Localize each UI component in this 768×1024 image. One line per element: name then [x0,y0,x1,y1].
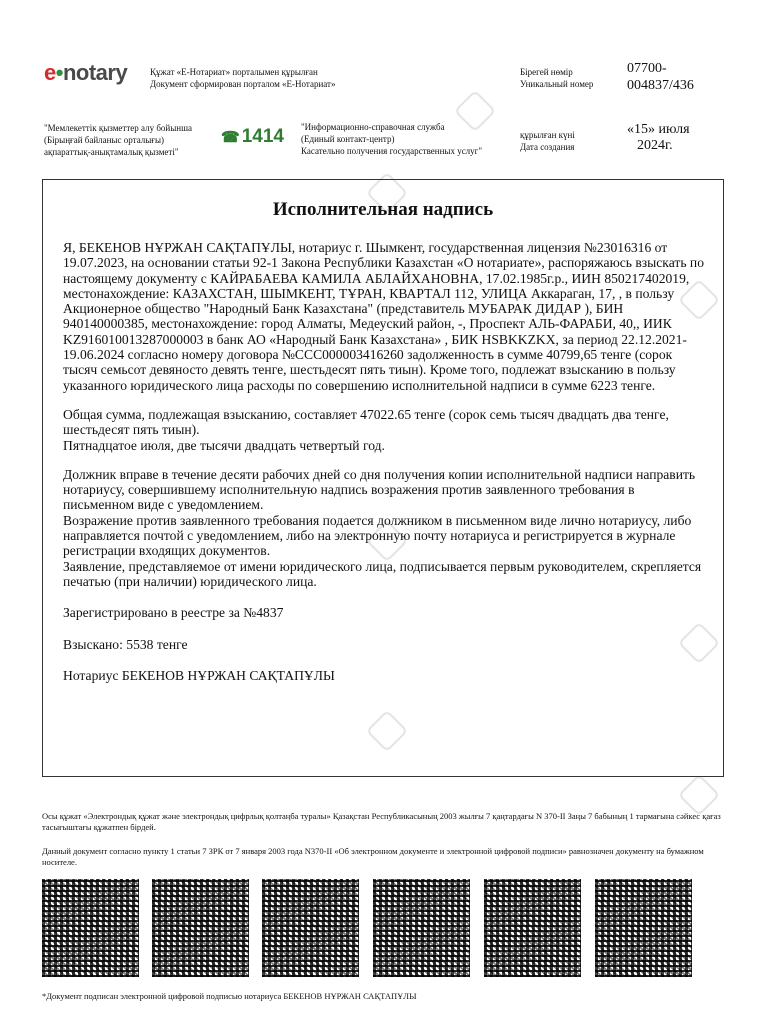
date-label [520,129,620,153]
document-body [63,240,708,683]
service-kz-line2: (Бірыңғай байланыс орталығы) [44,135,165,145]
signature-note: *Документ подписан электронной цифровой подписью нотариуса БЕКЕНОВ НҰРЖАН САҚТАПҰЛЫ [42,991,417,1001]
uid-label [520,66,620,90]
ornament-watermark-icon [678,774,720,816]
paragraph-main: Я, БЕКЕНОВ НҰРЖАН САҚТАПҰЛЫ, нотариус г. Шымкент, государственная лицензия №23016316 от 19.07.2023, на основании статьи 92-1 Закона Республики Казахстан «О нотариате», распоряжаюсь взыскать по настоящему документу с КАЙРАБАЕВА КАМИЛА АБЛАЙХАНОВНА, 17.02.1985г.р., ИИН 850217402019, местонахождение: КАЗАХСТАН, ШЫМКЕНТ, ТҰРАН, КВАРТАЛ 112, УЛИЦА Аккараган, 17, , в пользу Акционерное общество "Народный Банк Казахстана" (представитель МУБАРАК ДИДАР ), БИН 940140000385, местонахождение: город Алматы, Медеуский район, -, Проспект АЛЬ-ФАРАБИ, 40,, ИИК KZ916010013287000003 в банк АО «Народный Банк Казахстана» , БИК HSBKKZKX, за период 22.12.2021-19.06.2024 согласно номеру договора №CCC000003416260 задолженность в сумме 40799,65 тенге (сорок тысяч семьсот девяносто девять тенге, шестьдесят пять тиын). Кроме того, подлежат взысканию в пользу указанного юридического лица расходы по совершению исполнительной надписи в сумме 6223 тенге. [63,240,705,393]
qr-code [484,879,581,977]
qr-code [152,879,249,977]
portal-note-ru: Документ сформирован порталом «Е-Нотариат» [150,79,336,89]
registry-number: Зарегистрировано в реестре за №4837 [63,605,284,621]
paragraph-date-words: Пятнадцатое июля, две тысячи двадцать четвертый год. [63,437,385,453]
service-ru [301,121,521,157]
uid-label-ru: Уникальный номер [520,79,594,89]
creation-date [627,122,717,154]
creation-date-line2: 2024г. [637,138,673,153]
phone-icon: ☎ [221,129,240,146]
qr-code [595,879,692,977]
portal-note [150,66,480,90]
qr-code [373,879,470,977]
legal-note-kz: Осы құжат «Электрондық құжат және электрондық цифрлық қолтаңба туралы» Қазақстан Республикасының 2003 жылғы 7 қаңтардағы N 370-II Заңы 7 бабының 1 тармағына сәйкес қағаз тасығыштағы құжатпен бірдей. [42,811,721,832]
service-ru-line1: "Информационно-справочная служба [301,122,445,132]
service-kz [44,122,214,158]
paragraph-objection-right: Должник вправе в течение десяти рабочих дней со дня получения копии исполнительной надписи направить нотариусу, совершившему исполнительную надпись возражения против заявленного требования в письменном виде с уведомлением. [63,466,696,513]
document-title: Исполнительная надпись [272,199,494,220]
service-kz-line1: "Мемлекеттік қызметтер алу бойынша [44,123,193,133]
date-label-ru: Дата создания [520,142,575,152]
legal-note-ru: Данный документ согласно пункту 1 статьи 7 ЗРК от 7 января 2003 года N370-II «Об электронном документе и электронной цифровой подписи» равнозначен документу на бумажном носителе. [42,846,704,867]
service-ru-line3: Касательно получения государственных услуг" [301,146,483,156]
date-label-kz: құрылған күні [520,130,575,140]
creation-date-line1: «15» июля [627,122,690,137]
phone-number: 1414 [241,126,284,147]
qr-code [262,879,359,977]
qr-code [42,879,139,977]
unique-number-line1: 07700- [627,61,667,76]
unique-number [627,60,694,94]
contact-center-phone [221,126,284,148]
paragraph-total: Общая сумма, подлежащая взысканию, составляет 47022.65 тенге (сорок семь тысяч двадцать два тенге, шестьдесят пять тиын). [63,406,669,438]
portal-note-kz: Құжат «Е-Нотариат» порталымен құрылған [150,67,318,77]
notary-name: Нотариус БЕКЕНОВ НҰРЖАН САҚТАПҰЛЫ [63,667,335,683]
paragraph-objection-method: Возражение против заявленного требования подается должником в письменном виде лично нотариусу, либо направляется почтой с уведомлением, либо на электронную почту нотариуса и регистрируется в журнале регистрации входящих документов. [63,512,692,559]
collected-amount: Взыскано: 5538 тенге [63,636,188,652]
unique-number-line2: 004837/436 [627,78,694,93]
paragraph-legal-entity: Заявление, представляемое от имени юридического лица, подписывается первым руководителем, скрепляется печатью (при наличии) юридического лица. [63,558,702,589]
uid-label-kz: Бірегей нөмір [520,67,573,77]
service-ru-line2: (Единый контакт-центр) [301,134,395,144]
service-kz-line3: ақпараттық-анықтамалық қызметі" [44,147,179,157]
qr-code-row [42,879,722,977]
enotary-logo: e•notary [44,60,128,85]
